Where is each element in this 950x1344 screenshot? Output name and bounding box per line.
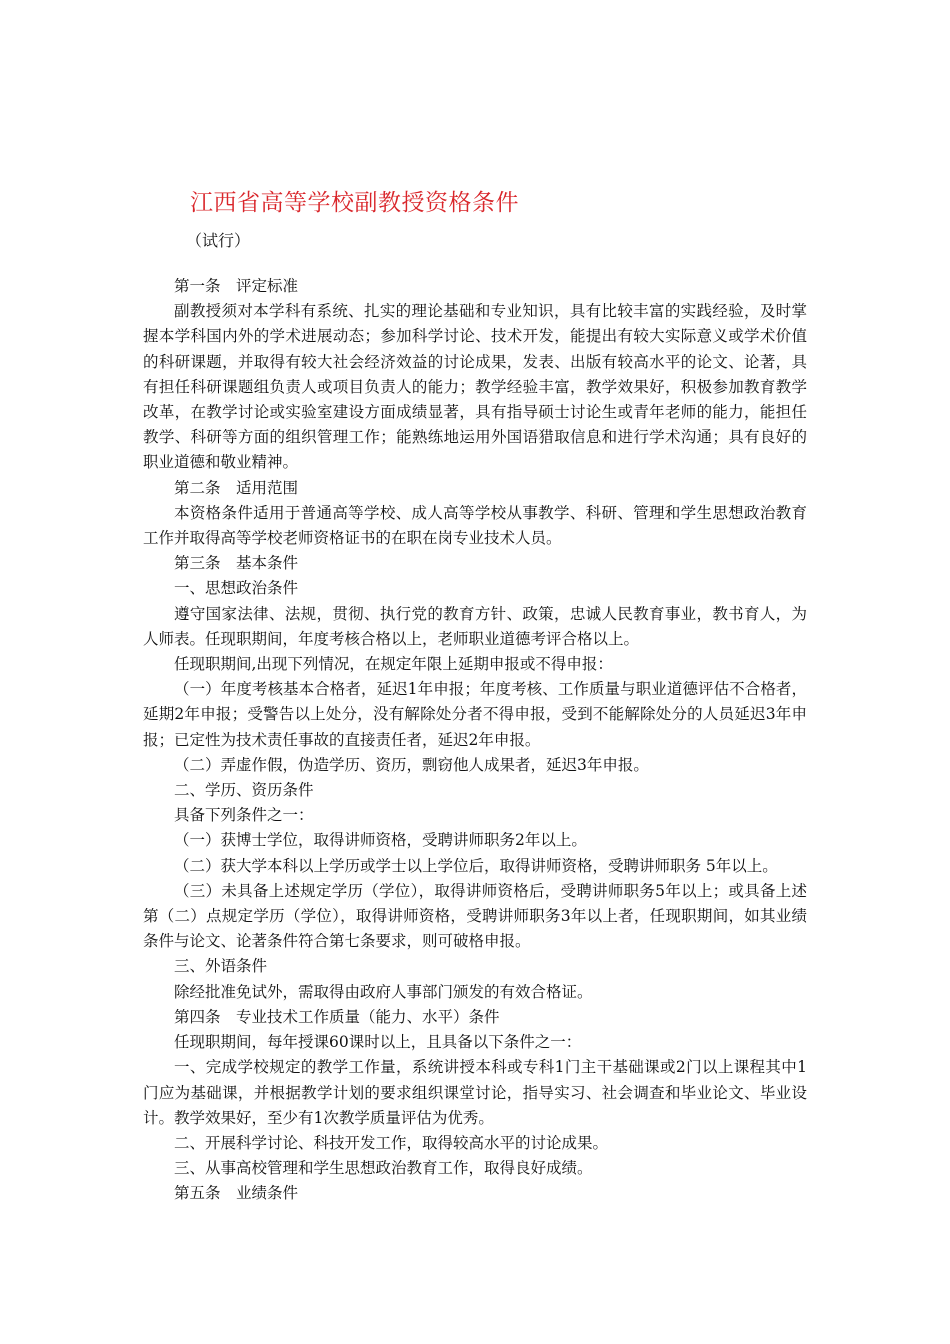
list-item: （三）未具备上述规定学历（学位），取得讲师资格后，受聘讲师职务5年以上；或具备上述第（二）点规定学历（学位），取得讲师资格，受聘讲师职务3年以上者，任现职期间，如其业绩条件与论文、论著条件符合第七条要求，则可破格申报。: [143, 881, 807, 951]
article-5-heading: 第五条 业绩条件: [174, 1184, 299, 1203]
document-body: [143, 274, 807, 1207]
article-2-heading: 第二条 适用范围: [174, 478, 299, 497]
section-heading: 一、思想政治条件: [174, 579, 299, 598]
section-heading: 三、外语条件: [174, 957, 268, 976]
list-item: （二）弄虚作假，伪造学历、资历，剽窃他人成果者，延迟3年申报。: [174, 755, 649, 774]
paragraph: 任现职期间，每年授课60课时以上，且具备以下条件之一：: [174, 1033, 582, 1052]
article-1-heading: 第一条 评定标准: [174, 277, 299, 295]
paragraph: 副教授须对本学科有系统、扎实的理论基础和专业知识，具有比较丰富的实践经验，及时掌握本学科国内外的学术进展动态；参加科学讨论、技术开发，能提出有较大实际意义或学术价值的科研课题，并取得有较大社会经济效益的讨论成果，发表、出版有较高水平的论文、论著，具有担任科研课题组负责人或项目负责人的能力；教学经验丰富，教学效果好，积极参加教育教学改革，在教学讨论或实验室建设方面成绩显著，具有指导硕士讨论生或青年老师的能力，能担任教学、科研等方面的组织管理工作；能熟练地运用外国语猎取信息和进行学术沟通；具有良好的职业道德和敬业精神。: [143, 302, 807, 472]
document-title: 江西省高等学校副教授资格条件: [190, 190, 519, 216]
list-item: 二、开展科学讨论、科技开发工作，取得较高水平的讨论成果。: [174, 1133, 609, 1152]
paragraph: 具备下列条件之一：: [174, 806, 314, 825]
list-item: （二）获大学本科以上学历或学士以上学位后，取得讲师资格，受聘讲师职务 5年以上。: [174, 856, 778, 875]
list-item: 三、从事高校管理和学生思想政治教育工作，取得良好成绩。: [174, 1159, 593, 1178]
list-item: 一、完成学校规定的教学工作量，系统讲授本科或专科1门主干基础课或2门以上课程其中1门应为基础课，并根据教学计划的要求组织课堂讨论，指导实习、社会调查和毕业论文、毕业设计。教学效果好，至少有1次教学质量评估为优秀。: [143, 1058, 807, 1127]
list-item: （一）获博士学位，取得讲师资格，受聘讲师职务2年以上。: [174, 831, 587, 850]
paragraph: 除经批准免试外，需取得由政府人事部门颁发的有效合格证。: [174, 982, 593, 1001]
article-3-heading: 第三条 基本条件: [174, 554, 299, 573]
paragraph: 任现职期间,出现下列情况，在规定年限上延期申报或不得申报：: [174, 655, 613, 674]
paragraph: 遵守国家法律、法规，贯彻、执行党的教育方针、政策，忠诚人民教育事业，教书育人，为人师表。任现职期间，年度考核合格以上，老师职业道德考评合格以上。: [143, 604, 807, 648]
section-heading: 二、学历、资历条件: [174, 781, 314, 800]
document-subtitle: （试行）: [186, 231, 251, 250]
list-item: （一）年度考核基本合格者，延迟1年申报；年度考核、工作质量与职业道德评估不合格者，延期2年申报；受警告以上处分，没有解除处分者不得申报，受到不能解除处分的人员延迟3年申报；已定性为技术责任事故的直接责任者，延迟2年申报。: [143, 680, 807, 749]
article-4-heading: 第四条 专业技术工作质量（能力、水平）条件: [174, 1007, 500, 1026]
paragraph: 本资格条件适用于普通高等学校、成人高等学校从事教学、科研、管理和学生思想政治教育工作并取得高等学校老师资格证书的在职在岗专业技术人员。: [143, 503, 807, 548]
